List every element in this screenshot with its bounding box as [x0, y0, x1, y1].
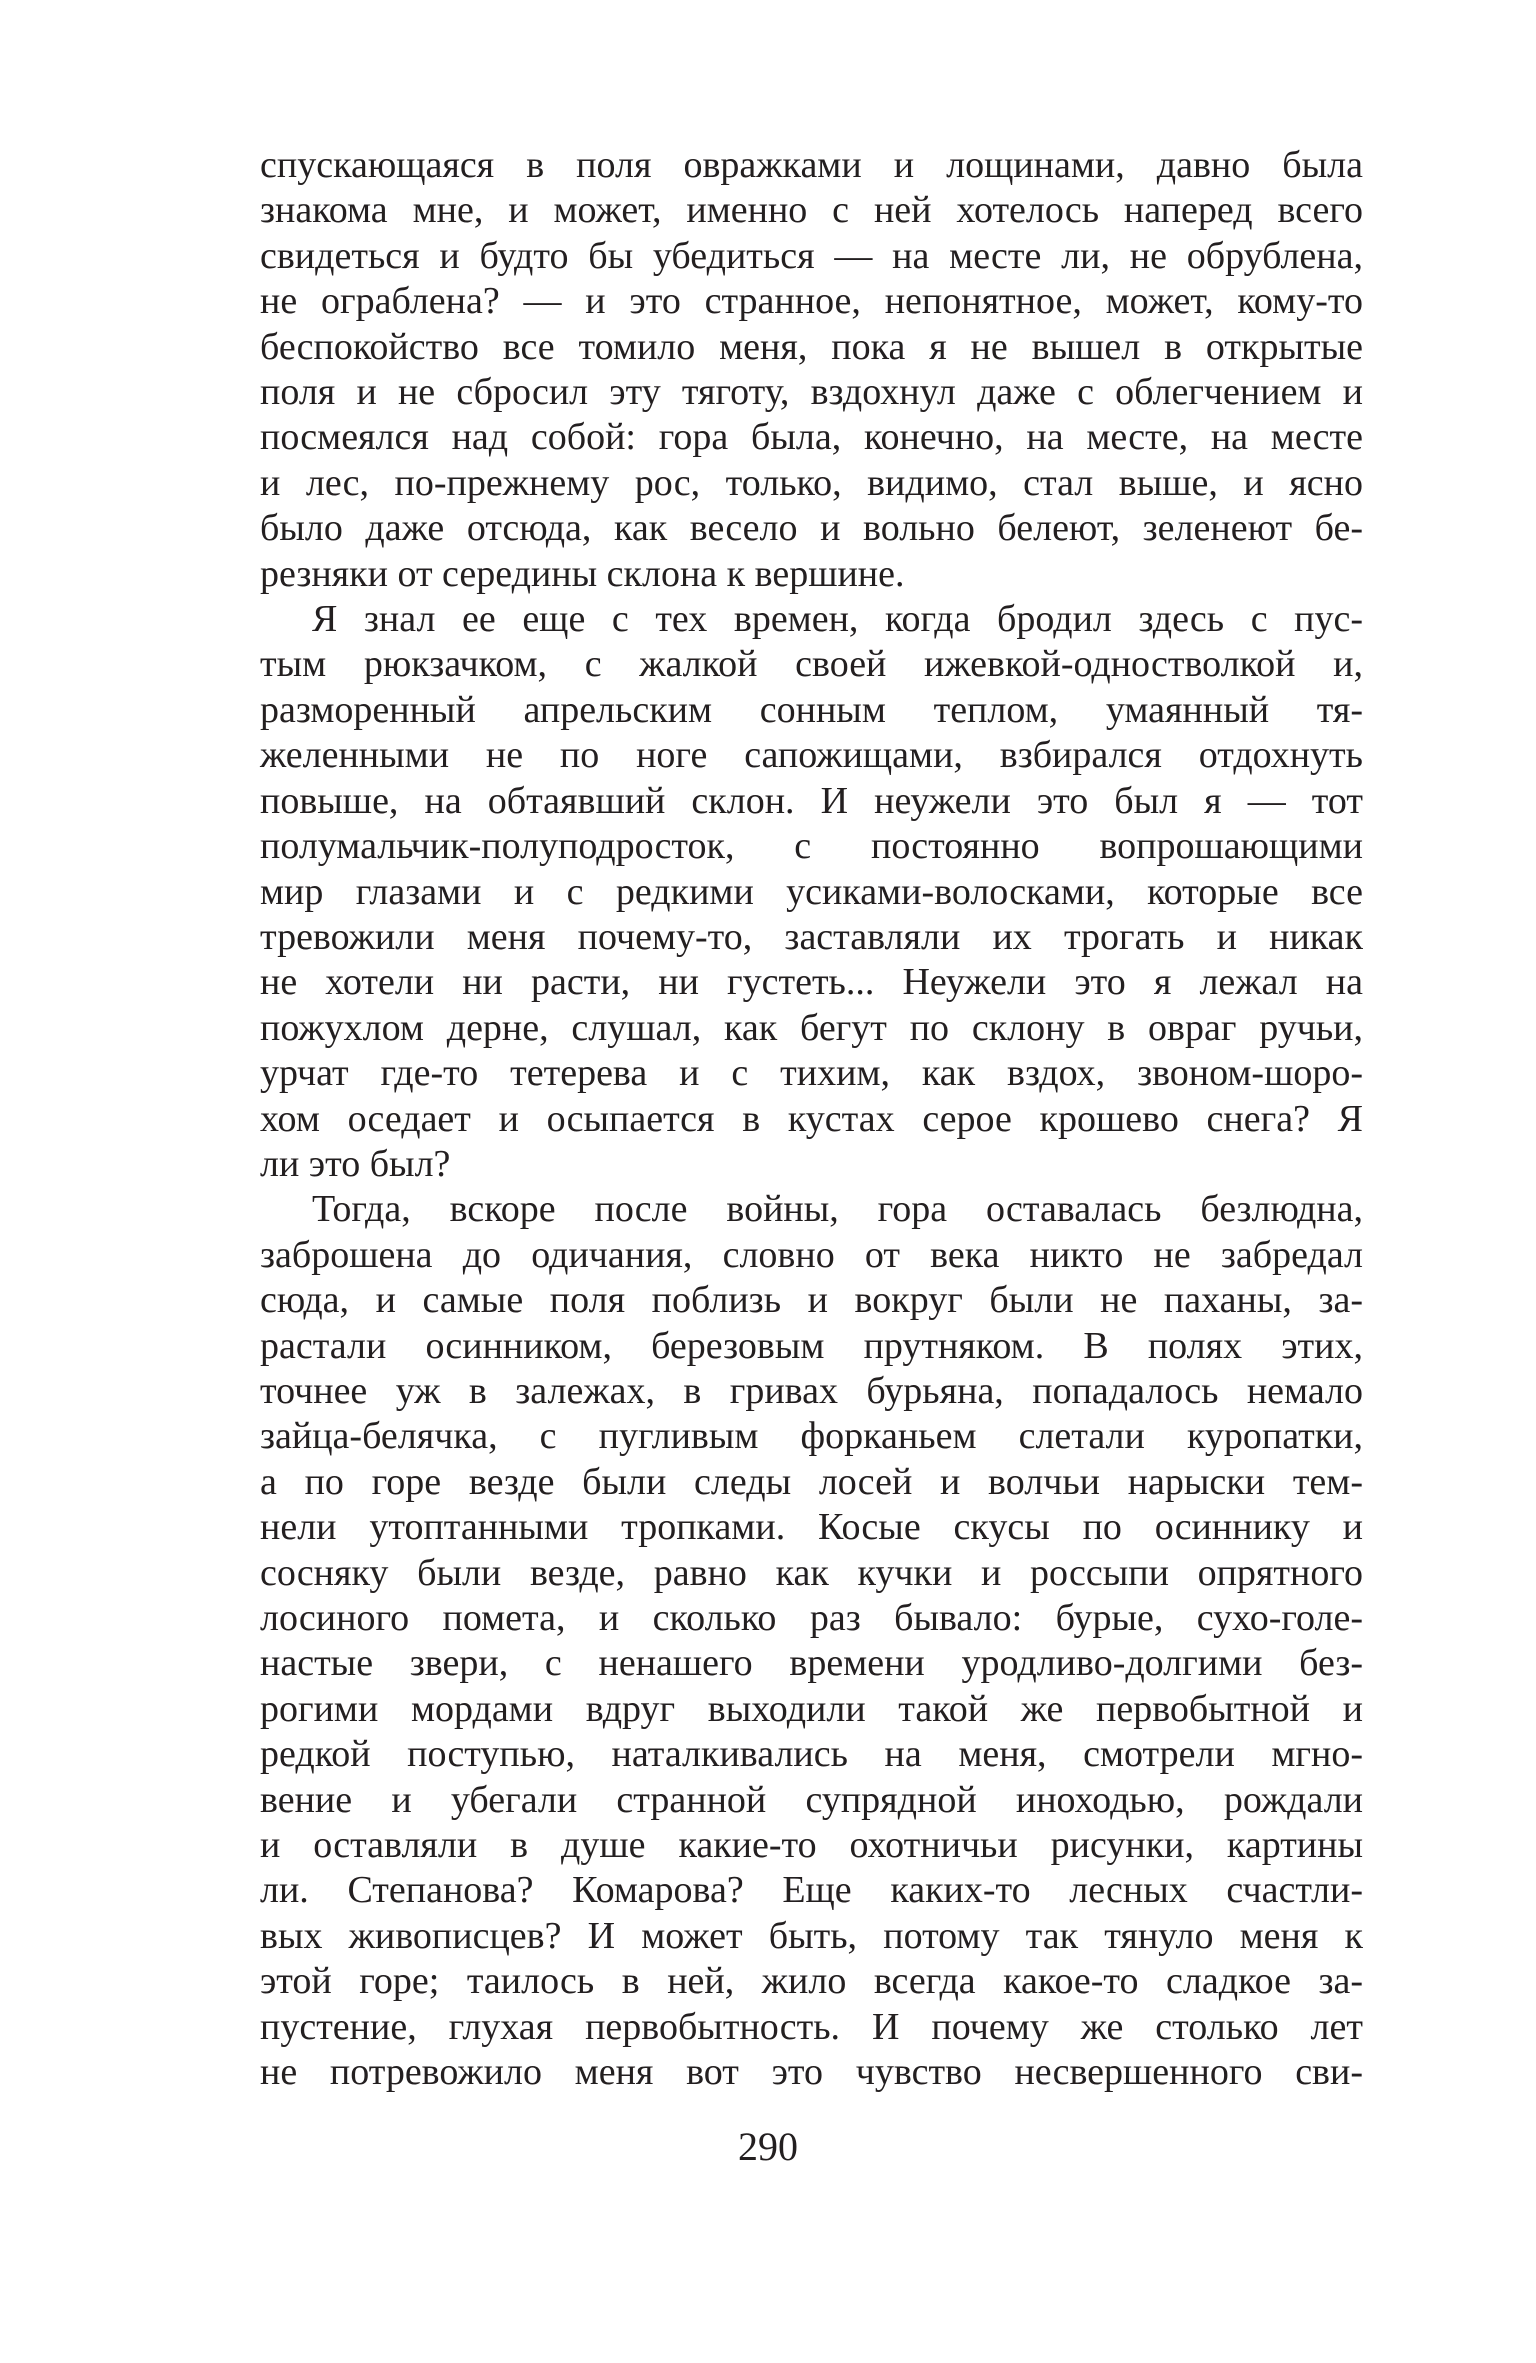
text-line: тревожили меня почему-то, заставляли их трогать и никак: [260, 915, 1363, 958]
text-line: рогими мордами вдруг выходили такой же первобытной и: [260, 1687, 1363, 1730]
text-line: посмеялся над собой: гора была, конечно, на месте, на месте: [260, 416, 1363, 459]
paragraph-3: [260, 1187, 1363, 2095]
page-number: 290: [738, 2124, 798, 2169]
text-line: сюда, и самые поля поблизь и вокруг были не паханы, за-: [260, 1279, 1363, 1322]
paragraph-2: [260, 597, 1363, 1187]
text-line: настые звери, с ненашего времени уродливо-долгими без-: [260, 1642, 1363, 1685]
text-line: растали осинником, березовым прутняком. В полях этих,: [260, 1324, 1363, 1367]
text-line: желенными не по ноге сапожищами, взбирался отдохнуть: [260, 734, 1363, 777]
text-line: и оставляли в душе какие-то охотничьи рисунки, картины: [260, 1824, 1363, 1867]
text-line: точнее уж в залежах, в гривах бурьяна, попадалось немало: [260, 1369, 1363, 1412]
text-line: беспокойство все томило меня, пока я не вышел в открытые: [260, 325, 1363, 368]
text-line: пустение, глухая первобытность. И почему же столько лет: [260, 2005, 1363, 2048]
text-line: а по горе везде были следы лосей и волчьи нарыски тем-: [260, 1460, 1363, 1503]
text-line: ли это был?: [260, 1142, 451, 1185]
text-line: свидеться и будто бы убедиться — на месте ли, не обрублена,: [260, 234, 1363, 277]
text-line: мир глазами и с редкими усиками-волосками, которые все: [260, 870, 1363, 913]
text-line: сосняку были везде, равно как кучки и россыпи опрятного: [260, 1551, 1363, 1594]
text-line: зайца-белячка, с пугливым форканьем слетали куропатки,: [260, 1415, 1363, 1458]
text-line: было даже отсюда, как весело и вольно белеют, зеленеют бе-: [260, 507, 1363, 550]
text-line: не хотели ни расти, ни густеть... Неужели это я лежал на: [260, 961, 1363, 1004]
text-line: не ограблена? — и это странное, непонятное, может, кому-то: [260, 280, 1363, 323]
text-line: Я знал ее еще с тех времен, когда бродил здесь с пус-: [312, 598, 1363, 641]
text-line: полумальчик-полуподросток, с постоянно вопрошающими: [260, 825, 1363, 868]
text-line: хом оседает и осыпается в кустах серое крошево снега? Я: [260, 1097, 1363, 1140]
text-line: разморенный апрельским сонным теплом, умаянный тя-: [260, 688, 1363, 731]
paragraph-1: [260, 143, 1363, 597]
text-line: Тогда, вскоре после войны, гора оставалась безлюдна,: [312, 1188, 1363, 1231]
text-line: поля и не сбросил эту тяготу, вздохнул даже с облегчением и: [260, 371, 1363, 414]
text-line: и лес, по-прежнему рос, только, видимо, стал выше, и ясно: [260, 461, 1363, 504]
text-line: заброшена до одичания, словно от века никто не забредал: [260, 1233, 1363, 1276]
text-line: лосиного помета, и сколько раз бывало: бурые, сухо-голе-: [260, 1597, 1363, 1639]
text-line: повыше, на обтаявший склон. И неужели это был я — тот: [260, 779, 1363, 822]
text-line: ли. Степанова? Комарова? Еще каких-то лесных счастли-: [260, 1869, 1363, 1912]
text-line: этой горе; таилось в ней, жило всегда какое-то сладкое за-: [260, 1960, 1363, 2003]
text-line: не потревожило меня вот это чувство несвершенного сви-: [260, 2051, 1363, 2094]
text-line: вых живописцев? И может быть, потому так тянуло меня к: [260, 1914, 1363, 1957]
text-line: знакома мне, и может, именно с ней хотелось наперед всего: [260, 189, 1363, 232]
text-line: пожухлом дерне, слушал, как бегут по склону в овраг ручьи,: [260, 1006, 1363, 1049]
text-line: тым рюкзачком, с жалкой своей ижевкой-одностволкой и,: [260, 643, 1363, 686]
text-line: резняки от середины склона к вершине.: [260, 552, 905, 595]
body-text: [260, 143, 1363, 2095]
text-line: спускающаяся в поля овражками и лощинами, давно была: [260, 144, 1363, 186]
text-line: вение и убегали странной супрядной иноходью, рождали: [260, 1778, 1363, 1821]
text-line: нели утоптанными тропками. Косые скусы по осиннику и: [260, 1506, 1363, 1549]
text-line: редкой поступью, наталкивались на меня, смотрели мгно-: [260, 1733, 1363, 1776]
text-line: урчат где-то тетерева и с тихим, как вздох, звоном-шоро-: [260, 1052, 1363, 1095]
